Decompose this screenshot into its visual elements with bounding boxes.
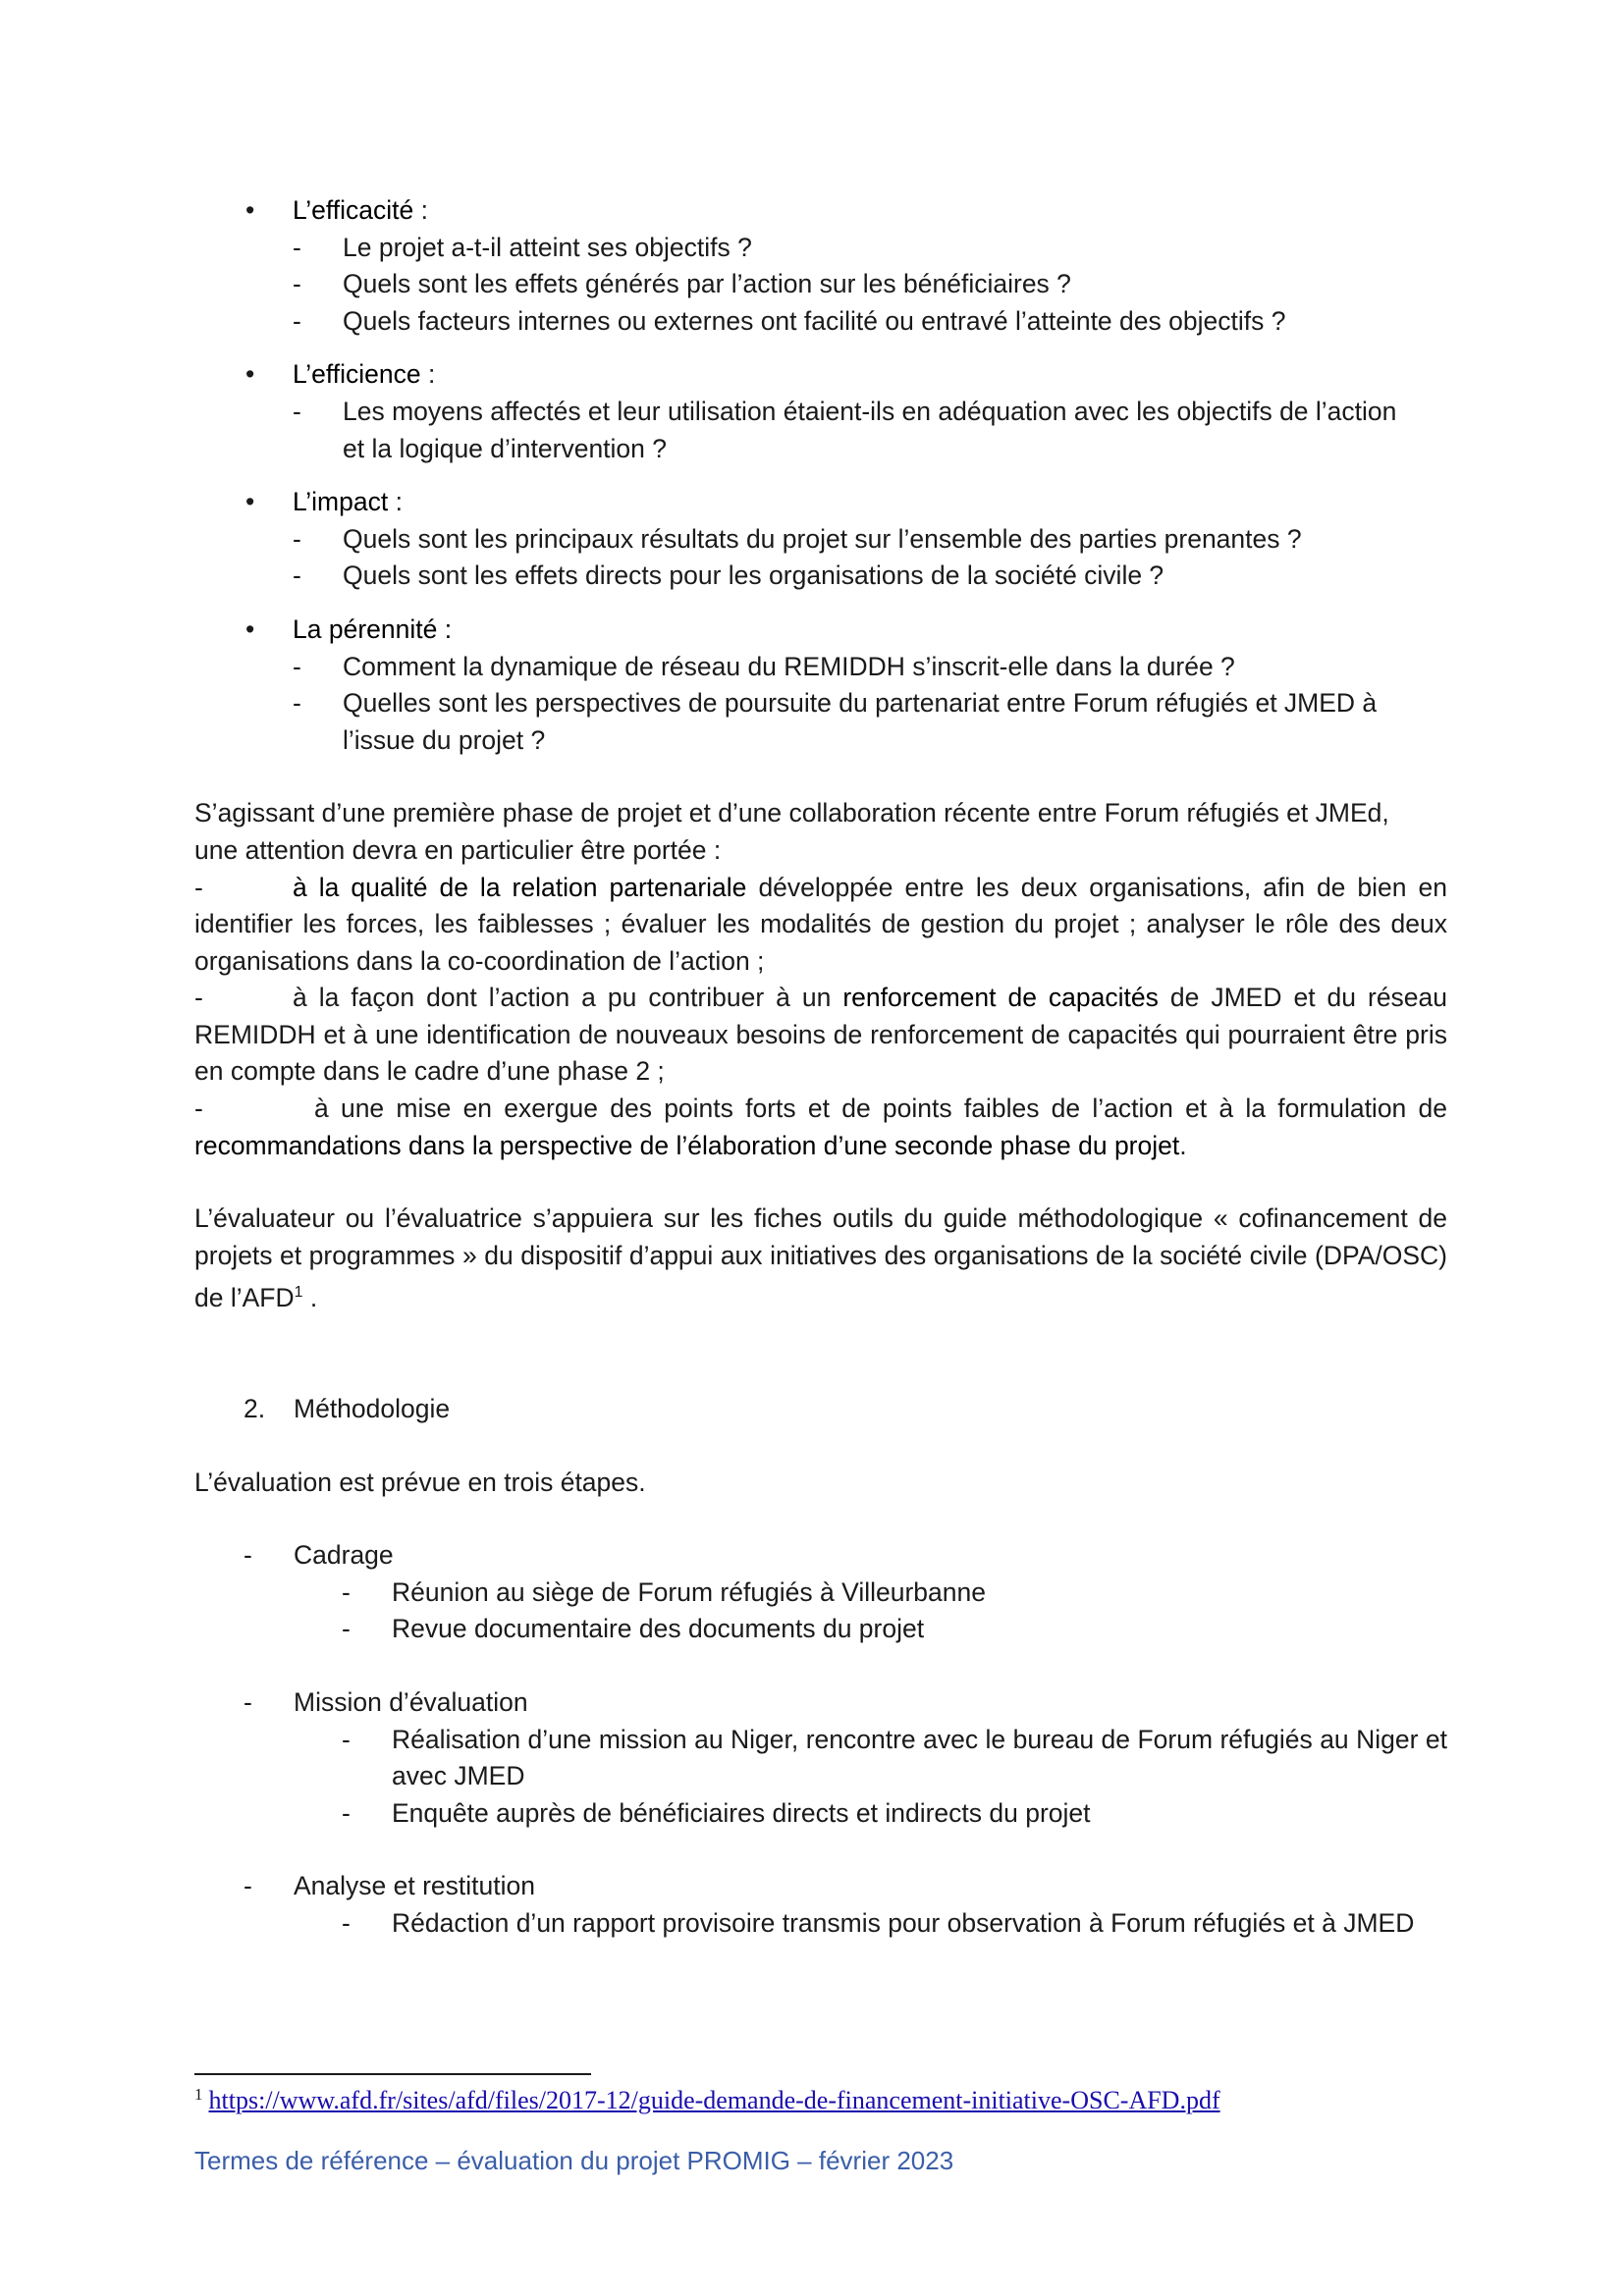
page-footer: Termes de référence – évaluation du projet PROMIG – février 2023 — [194, 2146, 954, 2175]
list-item: - Quels sont les effets directs pour les organisations de la société civile ? — [194, 558, 1447, 595]
attention-intro-line1: S’agissant d’une première phase de projet et d’une collaboration récente entre Forum réfugiés et JMEd, — [194, 798, 1389, 828]
footnote — [194, 2085, 1220, 2115]
footnote-link[interactable]: https://www.afd.fr/sites/afd/files/2017-12/guide-demande-de-financement-initiative-OSC-AFD.pdf — [208, 2086, 1220, 2114]
list-item: - Quels sont les effets générés par l’action sur les bénéficiaires ? — [194, 266, 1447, 303]
dash-icon: - — [293, 396, 301, 426]
dash-icon: - — [293, 305, 301, 336]
dash-icon: - — [293, 561, 301, 591]
bullet-icon: • — [245, 195, 255, 225]
dash-icon: - — [244, 1871, 252, 1901]
attention-point-2: - à la façon dont l’action a pu contribuer à un renforcement de capacités de JMED et du réseau REMIDDH et à une identification de nouveaux besoins de renforcement de capacités qui pourraient être pris en compte dans le cadre d’une phase 2 ; — [194, 983, 1448, 1087]
list-item-continued: l’issue du projet ? — [343, 724, 546, 755]
dash-icon: - — [293, 651, 301, 681]
bullet-icon: • — [245, 614, 255, 644]
criterion-title: L’efficience — [293, 359, 421, 390]
list-item: - Enquête auprès de bénéficiaires directs et indirects du projet — [194, 1795, 1447, 1833]
list-item: - Le projet a-t-il atteint ses objectifs ? — [194, 230, 1447, 267]
criterion-title: L’efficacité — [293, 195, 414, 225]
dash-icon: - — [342, 1907, 351, 1938]
footnote-reference[interactable]: 1 — [294, 1284, 303, 1302]
step-analyse: - Analyse et restitution — [194, 1868, 1447, 1905]
section-heading — [194, 1391, 1447, 1428]
attention-intro-line2: une attention devra en particulier être portée : — [194, 834, 722, 865]
criterion-impact: • L’impact : — [194, 484, 1447, 521]
footnote-separator — [194, 2073, 591, 2075]
bullet-icon: • — [245, 359, 255, 390]
criterion-efficacite: • L’efficacité : — [194, 192, 1447, 230]
footnote-mark: 1 — [194, 2085, 203, 2104]
bullet-icon: • — [245, 487, 255, 517]
dash-icon: - — [293, 232, 301, 262]
dash-icon: - — [293, 269, 301, 299]
criterion-efficience: • L’efficience : — [194, 356, 1447, 394]
methodology-intro: L’évaluation est prévue en trois étapes. — [194, 1467, 646, 1497]
section-number: 2. — [244, 1394, 266, 1424]
step-cadrage: - Cadrage — [194, 1537, 1447, 1575]
criterion-title: L’impact — [293, 487, 389, 517]
evaluateur-paragraph: L’évaluateur ou l’évaluatrice s’appuiera sur les fiches outils du guide méthodologique « cofinancement de projets et programmes » du dispositif d’appui aux initiatives des organisations de la société civile (DPA/OSC) de l’AFD$^1$ . — [194, 1203, 1447, 1313]
dash-icon: - — [244, 1687, 252, 1717]
list-item: - Comment la dynamique de réseau du REMIDDH s’inscrit-elle dans la durée ? — [194, 649, 1447, 686]
dash-icon: - — [293, 523, 301, 554]
list-item: - Revue documentaire des documents du projet — [194, 1611, 1447, 1648]
section-title: Méthodologie — [294, 1394, 451, 1424]
dash-icon: - — [244, 1540, 252, 1571]
dash-icon: - — [342, 1724, 351, 1754]
page-content — [194, 192, 1447, 1943]
step-mission: - Mission d’évaluation — [194, 1684, 1447, 1722]
dash-icon: - — [342, 1797, 351, 1828]
attention-point-1: - à la qualité de la relation partenariale développée entre les deux organisations, afin de bien en identifier les forces, les faiblesses ; évaluer les modalités de gestion du projet ; analyser le rôle des deux organisations dans la co-coordination de l’action ; — [194, 872, 1447, 976]
list-item: - Réalisation d’une mission au Niger, rencontre avec le bureau de Forum réfugiés au Niger et avec JMED — [194, 1722, 1447, 1795]
list-item: - Les moyens affectés et leur utilisation étaient-ils en adéquation avec les objectifs de l’action — [194, 394, 1447, 431]
dash-icon: - — [293, 688, 301, 719]
list-item-continued: et la logique d’intervention ? — [343, 433, 668, 463]
list-item: - Quels facteurs internes ou externes ont facilité ou entravé l’atteinte des objectifs ? — [194, 303, 1447, 341]
dash-icon: - — [342, 1576, 351, 1607]
criterion-title: La pérennité : — [293, 614, 453, 644]
list-item: - Quels sont les principaux résultats du projet sur l’ensemble des parties prenantes ? — [194, 521, 1447, 559]
list-item: - Rédaction d’un rapport provisoire transmis pour observation à Forum réfugiés et à JMED — [194, 1905, 1447, 1943]
list-item: - Réunion au siège de Forum réfugiés à Villeurbanne — [194, 1575, 1447, 1612]
attention-point-3: - à une mise en exergue des points forts et de points faibles de l’action et à la formulation de recommandations dans la perspective de l’élaboration d’une seconde phase du projet. — [194, 1094, 1447, 1160]
dash-icon: - — [342, 1614, 351, 1644]
criterion-perennite — [194, 612, 1447, 649]
list-item: - Quelles sont les perspectives de poursuite du partenariat entre Forum réfugiés et JMED à — [194, 685, 1447, 722]
